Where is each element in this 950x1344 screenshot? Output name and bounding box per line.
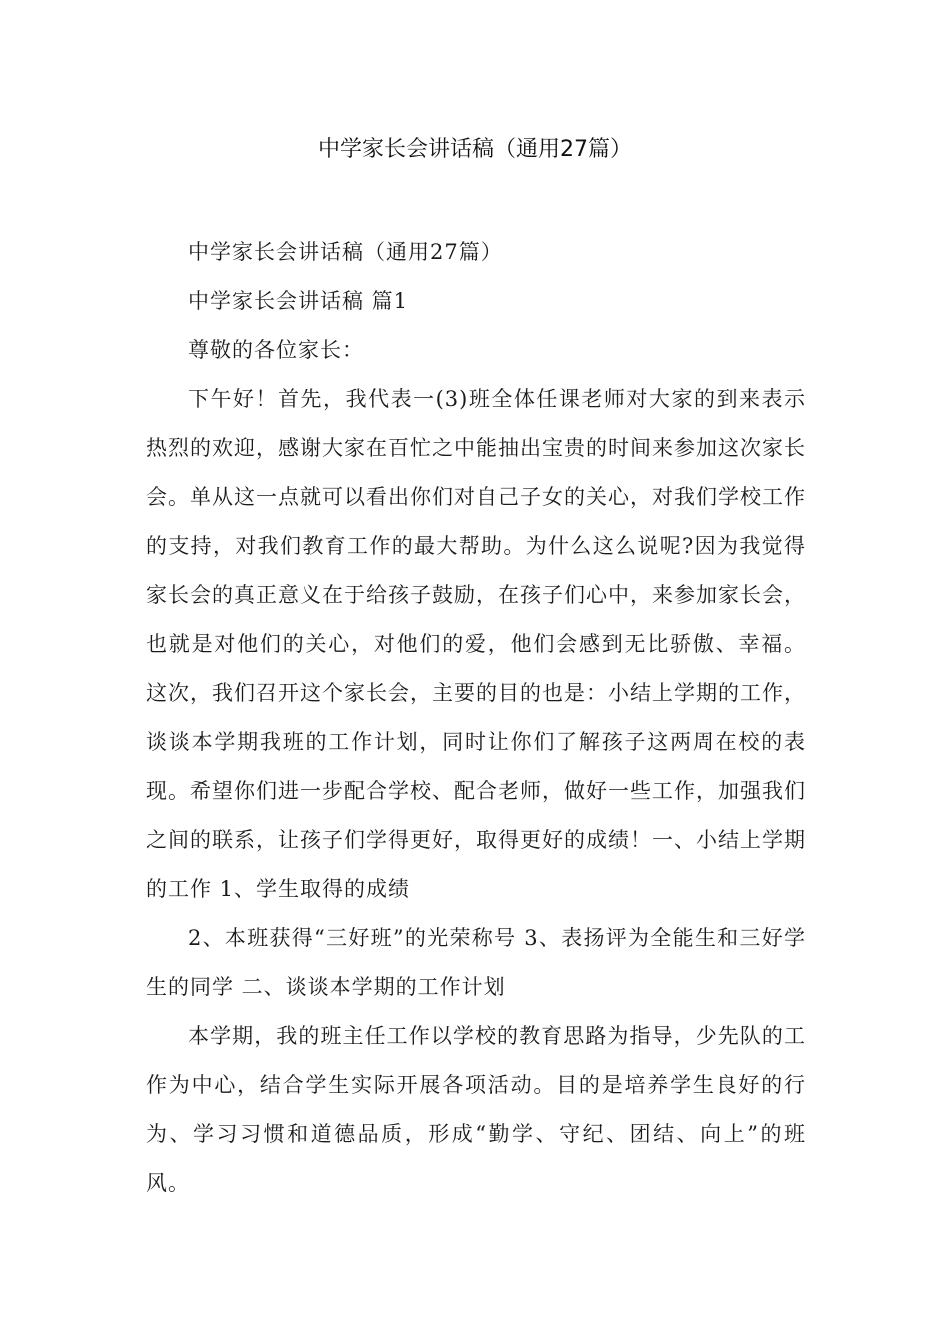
paragraph-opening: 下午好！首先，我代表一(3)班全体任课老师对大家的到来表示热烈的欢迎，感谢大家在百忙之中能抽出宝贵的时间来参加这次家长会。单从这一点就可以看出你们对自己子女的关心，对我们学校工作的支持，对我们教育工作的最大帮助。为什么这么说呢?因为我觉得家长会的真正意义在于给孩子鼓励，在孩子们心中，来参加家长会，也就是对他们的关心，对他们的爱，他们会感到无比骄傲、幸福。 这次，我们召开这个家长会，主要的目的也是：小结上学期的工作，谈谈本学期我班的工作计划，同时让你们了解孩子这两周在校的表现。希望你们进一步配合学校、配合老师，做好一些工作，加强我们之间的联系，让孩子们学得更好，取得更好的成绩！一、小结上学期的工作 1、学生取得的成绩: [146, 387, 806, 901]
paragraph-salutation: 尊敬的各位家长：: [188, 338, 364, 362]
paragraph-subtitle: 中学家长会讲话稿（通用27篇）: [188, 240, 503, 264]
document-body: [146, 228, 806, 1208]
paragraph-plan: 本学期，我的班主任工作以学校的教育思路为指导，少先队的工作为中心，结合学生实际开展各项活动。目的是培养学生良好的行为、学习习惯和道德品质，形成“勤学、守纪、团结、向上”的班风。: [146, 1024, 806, 1195]
paragraph-achievements: 2、本班获得“三好班”的光荣称号 3、表扬评为全能生和三好学生的同学 二、谈谈本学期的工作计划: [146, 926, 806, 999]
document-title: 中学家长会讲话稿（通用27篇）: [318, 137, 632, 162]
paragraph-section-heading: 中学家长会讲话稿 篇1: [188, 289, 409, 313]
